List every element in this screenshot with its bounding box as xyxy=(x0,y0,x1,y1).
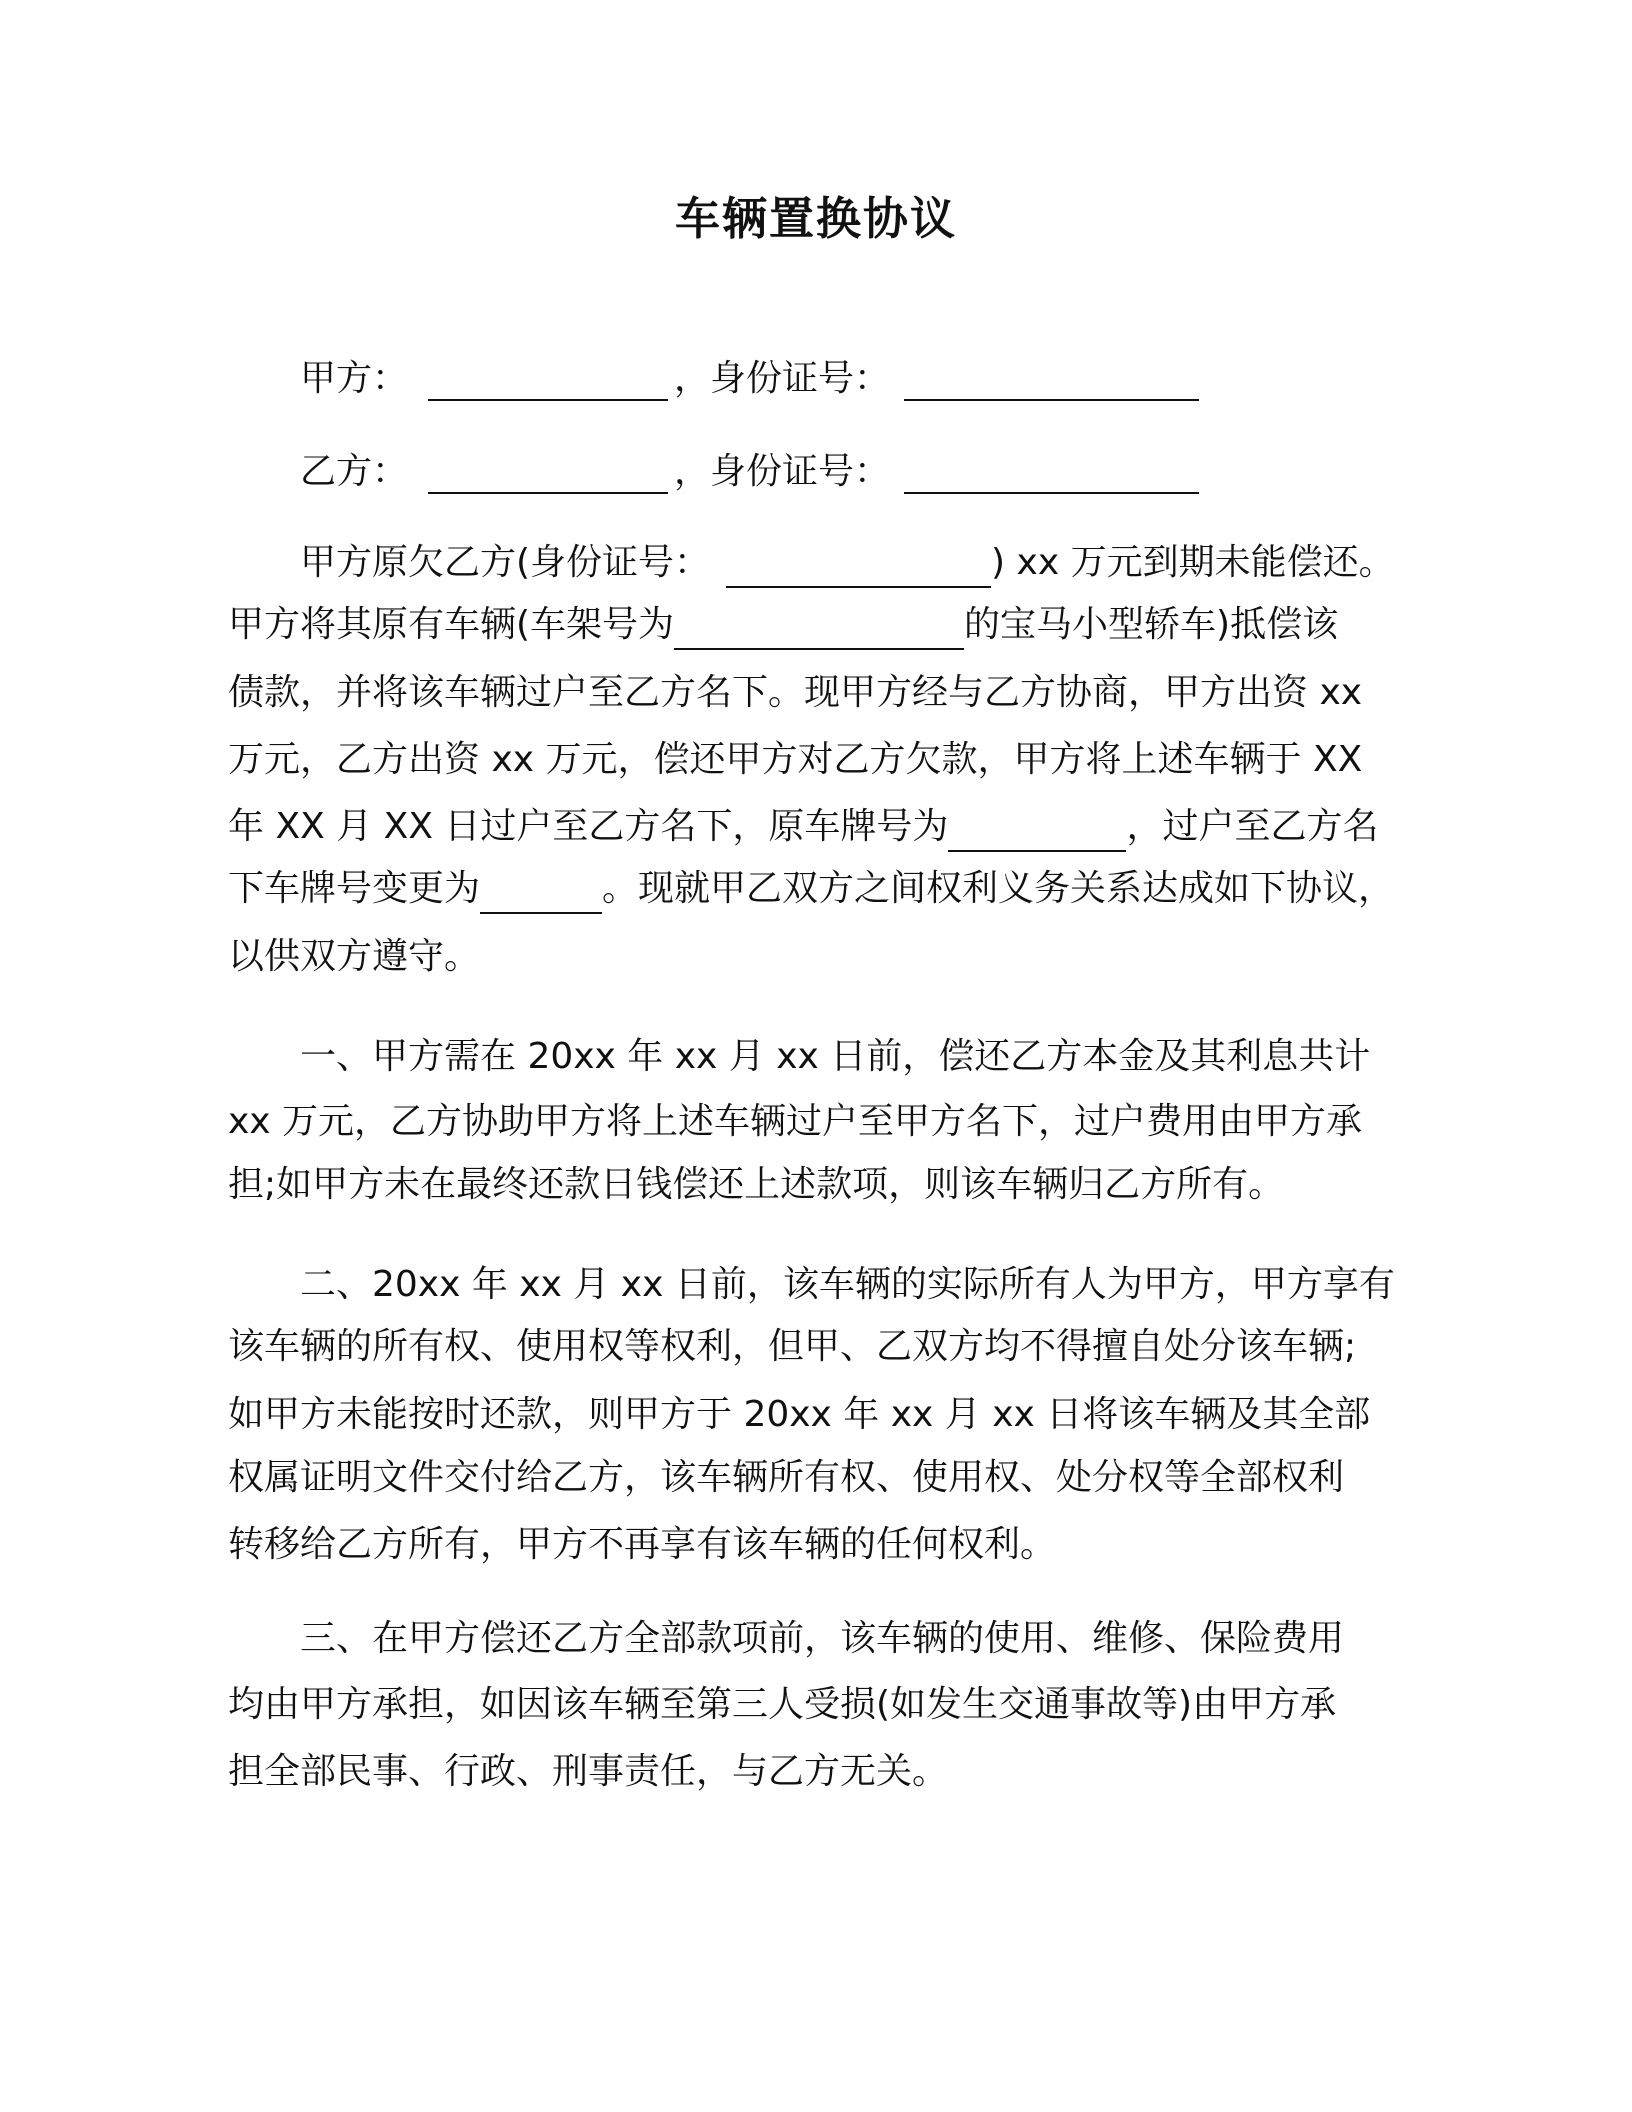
party-b-id-label: ，身份证号： xyxy=(674,451,891,492)
clause-1-line-3: 担;如甲方未在最终还款日钱偿还上述款项，则该车辆归乙方所有。 xyxy=(228,1164,1285,1205)
intro-line-6 xyxy=(228,864,1394,914)
intro-line-5 xyxy=(228,802,1378,852)
intro-line-2 xyxy=(228,600,1338,650)
clause-1-line-1: 一、甲方需在 20xx 年 xx 月 xx 日前，偿还乙方本金及其利息共计 xyxy=(300,1036,1371,1077)
clause-1-line-2: xx 万元，乙方协助甲方将上述车辆过户至甲方名下，过户费用由甲方承 xyxy=(228,1101,1363,1142)
intro-text: 年 XX 月 XX 日过户至乙方名下，原车牌号为 xyxy=(228,806,949,847)
new-plate-blank[interactable] xyxy=(480,876,602,914)
clause-3-line-3: 担全部民事、行政、刑事责任，与乙方无关。 xyxy=(228,1751,949,1792)
creditor-id-blank[interactable] xyxy=(726,550,991,588)
clause-3-line-1: 三、在甲方偿还乙方全部款项前，该车辆的使用、维修、保险费用 xyxy=(300,1618,1345,1659)
party-a-id-label: ，身份证号： xyxy=(674,358,891,399)
party-a-name-blank[interactable] xyxy=(428,361,668,401)
intro-text: 下车牌号变更为 xyxy=(228,868,481,909)
intro-text: 。现就甲乙双方之间权利义务关系达成如下协议， xyxy=(602,868,1395,909)
intro-text: ) xx 万元到期未能偿还。 xyxy=(991,542,1395,583)
party-b-label: 乙方： xyxy=(300,451,409,492)
party-b-name-blank[interactable] xyxy=(428,454,668,494)
party-a-id-blank[interactable] xyxy=(904,361,1199,401)
party-b-row xyxy=(300,443,1199,494)
party-a-row xyxy=(300,350,1199,401)
old-plate-blank[interactable] xyxy=(948,814,1126,852)
clause-2-line-1: 二、20xx 年 xx 月 xx 日前，该车辆的实际所有人为甲方，甲方享有 xyxy=(300,1264,1395,1305)
clause-2-line-3: 如甲方未能按时还款，则甲方于 20xx 年 xx 月 xx 日将该车辆及其全部 xyxy=(228,1394,1371,1435)
party-b-id-blank[interactable] xyxy=(904,454,1199,494)
intro-text: 的宝马小型轿车)抵偿该 xyxy=(964,604,1339,645)
intro-text: 甲方将其原有车辆(车架号为 xyxy=(228,604,675,645)
party-a-label: 甲方： xyxy=(300,358,409,399)
intro-text: 甲方原欠乙方(身份证号： xyxy=(300,542,711,583)
clause-3-line-2: 均由甲方承担，如因该车辆至第三人受损(如发生交通事故等)由甲方承 xyxy=(228,1684,1337,1725)
clause-2-line-5: 转移给乙方所有，甲方不再享有该车辆的任何权利。 xyxy=(228,1524,1057,1565)
document-title: 车辆置换协议 xyxy=(674,192,957,245)
clause-2-line-2: 该车辆的所有权、使用权等权利，但甲、乙双方均不得擅自处分该车辆; xyxy=(228,1326,1357,1367)
intro-text: ，过户至乙方名 xyxy=(1126,806,1379,847)
intro-line-4: 万元，乙方出资 xx 万元，偿还甲方对乙方欠款，甲方将上述车辆于 XX xyxy=(228,739,1363,780)
vin-blank[interactable] xyxy=(674,612,964,650)
intro-line-1 xyxy=(300,538,1395,588)
clause-2-line-4: 权属证明文件交付给乙方，该车辆所有权、使用权、处分权等全部权利 xyxy=(228,1457,1345,1498)
intro-line-7: 以供双方遵守。 xyxy=(228,936,481,977)
intro-line-3: 债款，并将该车辆过户至乙方名下。现甲方经与乙方协商，甲方出资 xx xyxy=(228,672,1363,713)
